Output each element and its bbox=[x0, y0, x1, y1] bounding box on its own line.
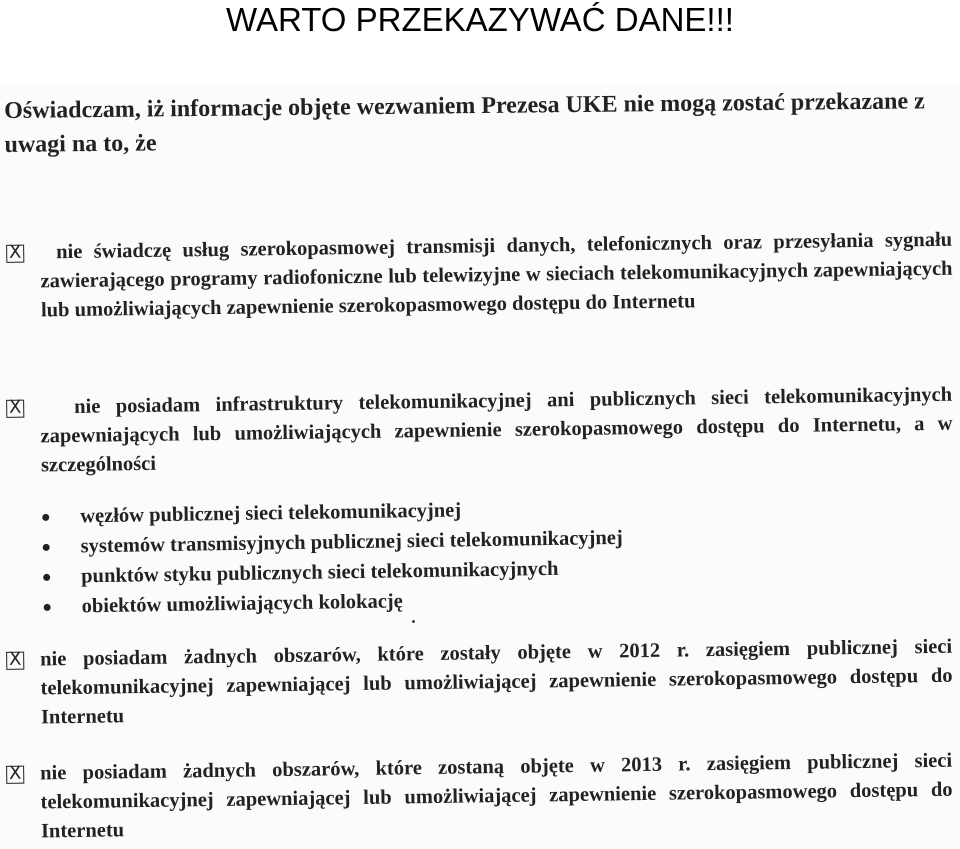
bullet-icon bbox=[42, 514, 49, 521]
checkbox-checked-icon: X bbox=[6, 652, 24, 670]
list-item: punktów styku publicznych sieci telekomunikacyjnych bbox=[41, 548, 941, 592]
declaration-item-text: nie posiadam żadnych obszarów, które zostaną objęte w 2013 r. zasięgiem publicznej sieci telekomunikacyjnej zapewniającej lub umożliwiającej zapewnienie szerokopasmowego dostępu do Internetu bbox=[40, 749, 953, 843]
list-item: systemów transmisyjnych publicznej sieci telekomunikacyjnej bbox=[40, 518, 940, 562]
declaration-item-1 bbox=[0, 226, 960, 326]
scanned-declaration bbox=[0, 84, 960, 849]
scan-speck bbox=[412, 620, 415, 623]
declaration-intro: Oświadczam, iż informacje objęte wezwaniem Prezesa UKE nie mogą zostać przekazane z uwagi na to, że bbox=[4, 88, 925, 158]
declaration-item-3 bbox=[0, 633, 960, 733]
checkbox-checked-icon: X bbox=[6, 245, 24, 263]
list-item: węzłów publicznej sieci telekomunikacyjnej bbox=[40, 488, 940, 532]
slide-title: WARTO PRZEKAZYWAĆ DANE!!! bbox=[226, 1, 734, 38]
declaration-item-text: nie posiadam infrastruktury telekomunikacyjnej ani publicznych sieci telekomunikacyjnych zapewniających lub umożliwiających zapewnienie szerokopasmowego dostępu do Internetu, a w szczególności bbox=[40, 383, 953, 477]
infrastructure-list bbox=[40, 488, 942, 622]
declaration-item-text: nie posiadam żadnych obszarów, które zostały objęte w 2012 r. zasięgiem publicznej sieci telekomunikacyjnej zapewniającej lub umożliwiającej zapewnienie szerokopasmowego dostępu do Internetu bbox=[40, 635, 953, 729]
declaration-item-2 bbox=[0, 381, 960, 481]
declaration-item-4 bbox=[0, 747, 960, 847]
checkbox-checked-icon: X bbox=[6, 400, 24, 418]
bullet-icon bbox=[44, 604, 51, 611]
list-item: obiektów umożliwiających kolokację bbox=[41, 578, 941, 622]
checkbox-checked-icon: X bbox=[6, 766, 24, 784]
declaration-item-text: nie świadczę usług szerokopasmowej transmisji danych, telefonicznych oraz przesyłania sygnału zawierającego programy radiofoniczne lub telewizyjne w sieciach telekomunikacyjnych zapewniających lub umożliwiających zapewnienie szerokopasmowego dostępu do Internetu bbox=[40, 228, 953, 322]
bullet-icon bbox=[43, 544, 50, 551]
bullet-icon bbox=[43, 574, 50, 581]
